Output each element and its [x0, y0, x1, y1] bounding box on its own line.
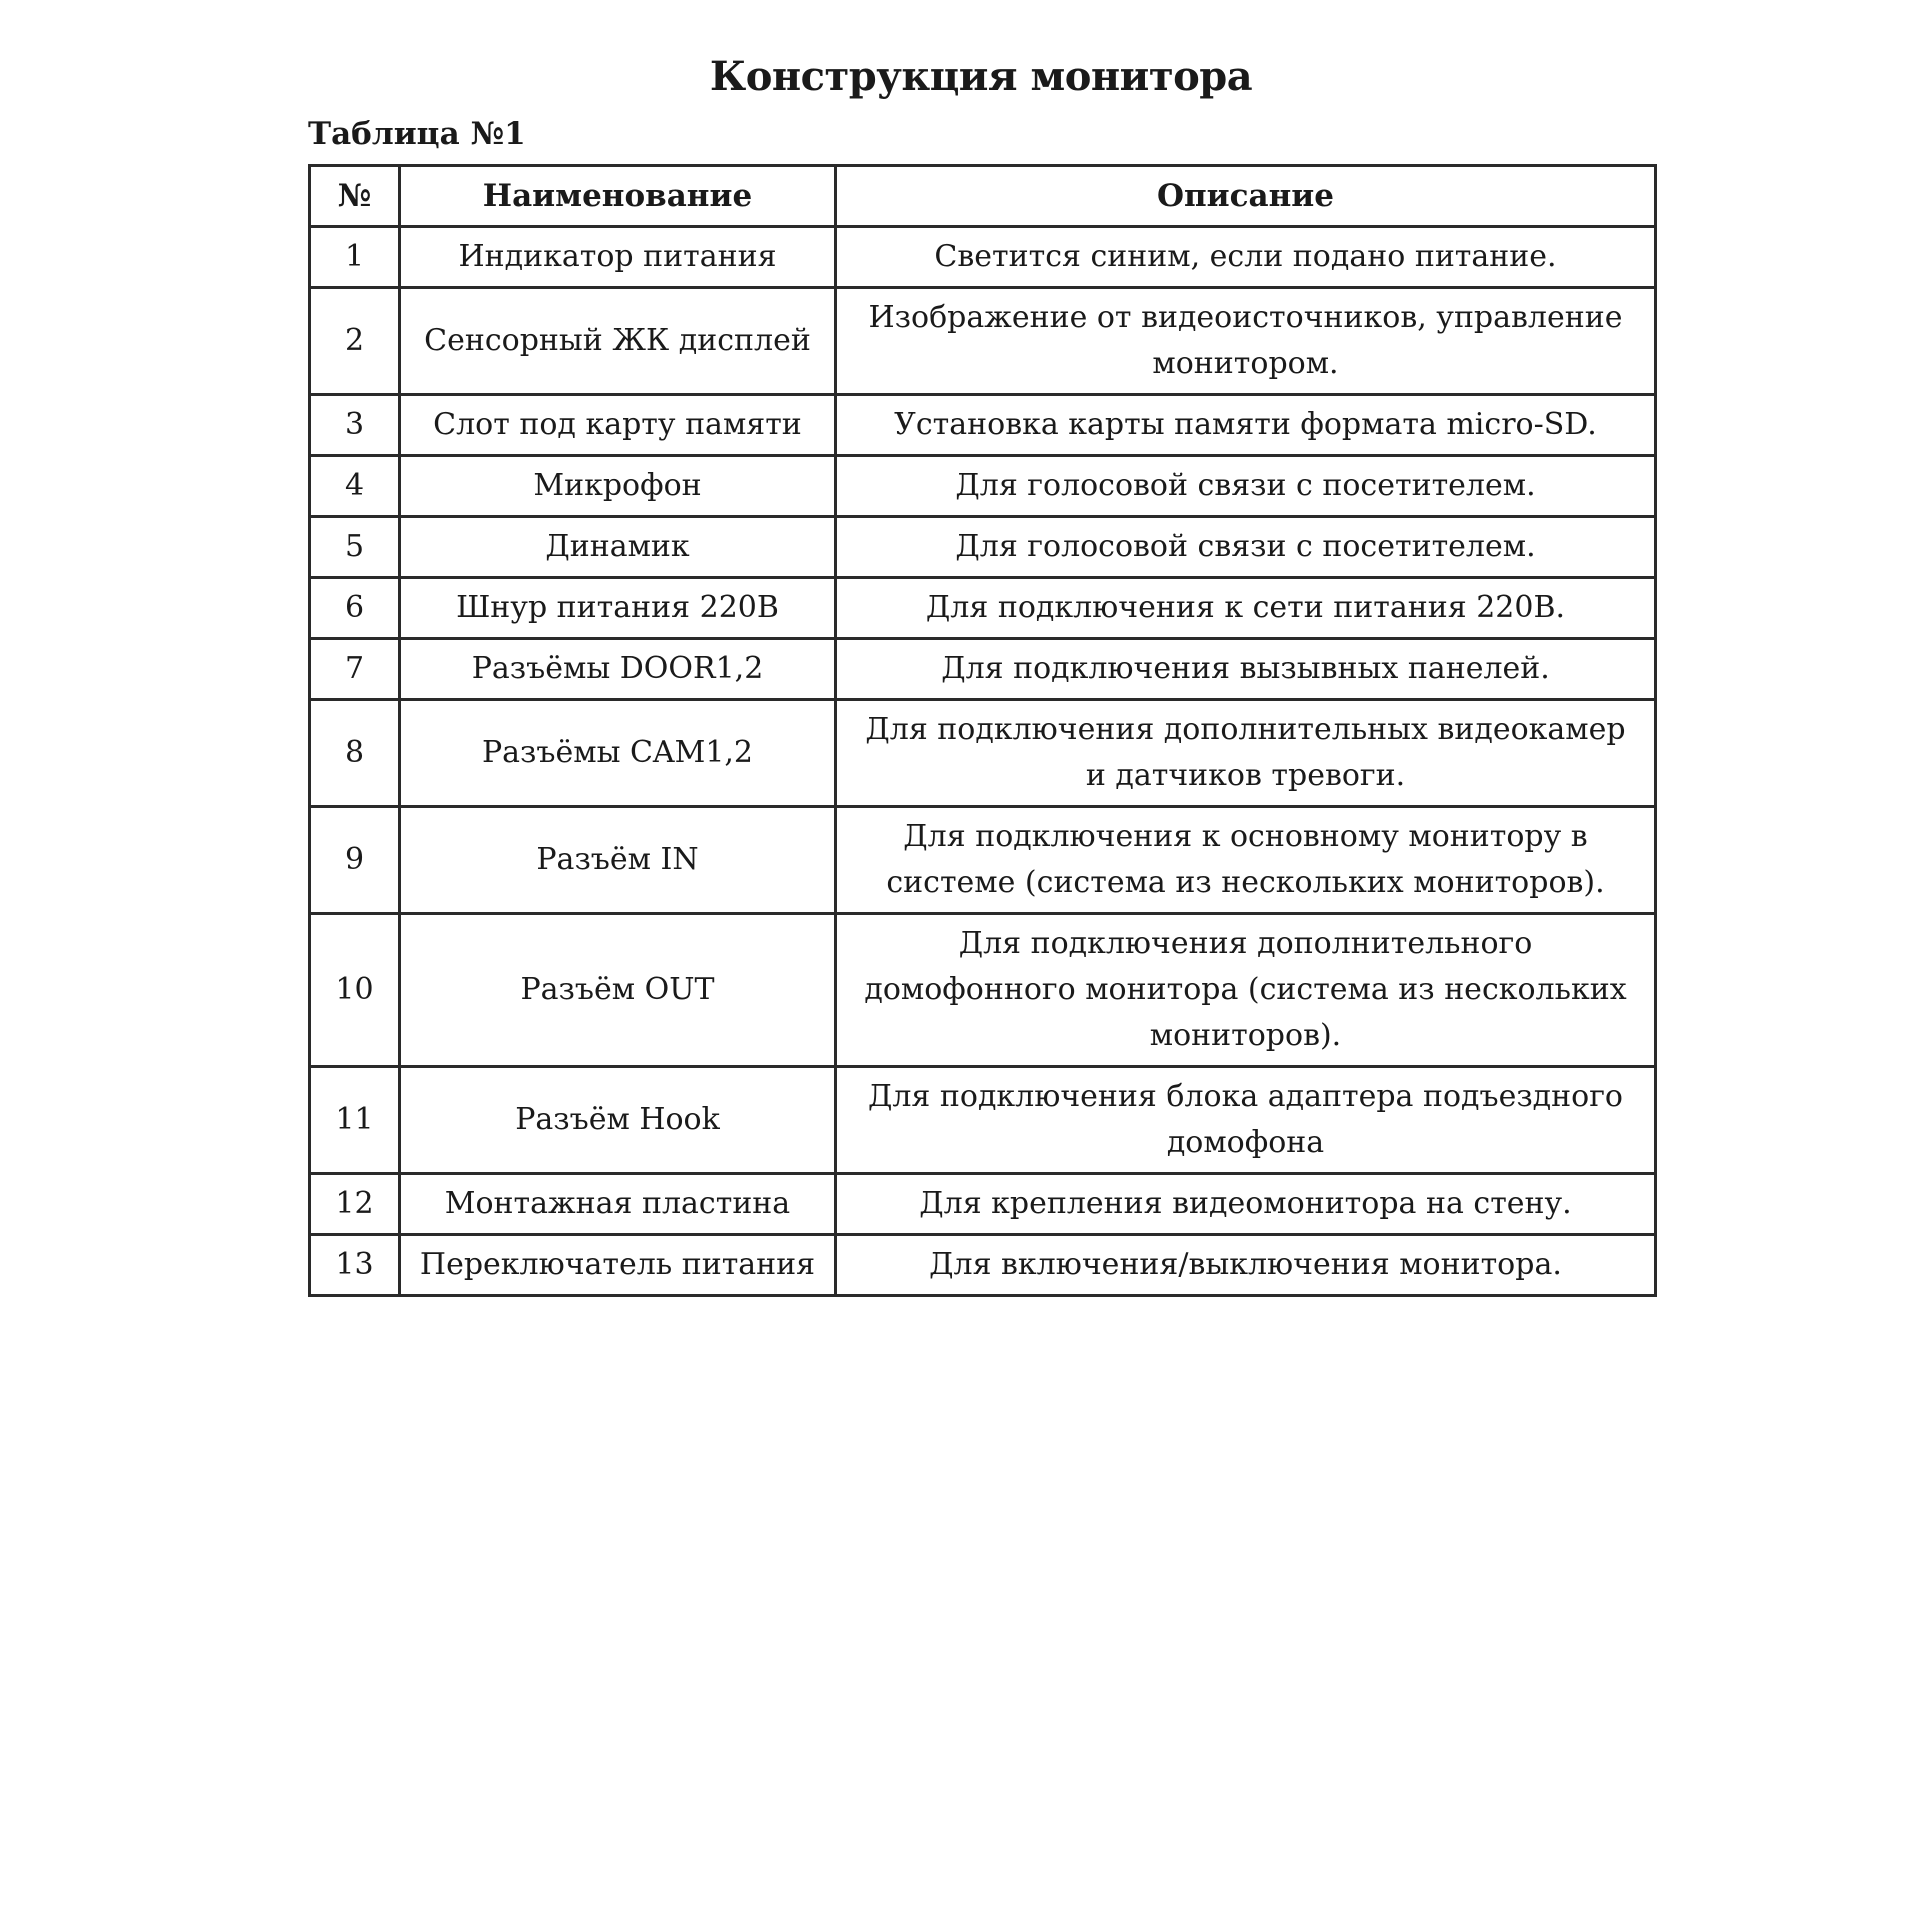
- row-num: 1: [310, 227, 400, 288]
- header-num: №: [310, 166, 400, 227]
- row-desc: Для крепления видеомонитора на стену.: [836, 1174, 1656, 1235]
- row-desc: Изображение от видеоисточников, управление монитором.: [836, 288, 1656, 395]
- table-header-row: [310, 166, 1656, 227]
- row-num: 12: [310, 1174, 400, 1235]
- table-row: [310, 1235, 1656, 1296]
- row-name: Микрофон: [400, 456, 836, 517]
- row-desc: Для подключения дополнительного домофонного монитора (система из нескольких мониторов).: [836, 914, 1656, 1067]
- table-row: [310, 807, 1656, 914]
- row-desc: Для подключения дополнительных видеокамер и датчиков тревоги.: [836, 700, 1656, 807]
- row-num: 7: [310, 639, 400, 700]
- table-row: [310, 578, 1656, 639]
- row-desc: Для подключения к основному монитору в системе (система из нескольких мониторов).: [836, 807, 1656, 914]
- row-num: 8: [310, 700, 400, 807]
- document-page: [308, 48, 1654, 1297]
- table-row: [310, 395, 1656, 456]
- row-name: Разъёмы DOOR1,2: [400, 639, 836, 700]
- table-row: [310, 914, 1656, 1067]
- table-row: [310, 517, 1656, 578]
- row-num: 10: [310, 914, 400, 1067]
- table-row: [310, 1174, 1656, 1235]
- row-desc: Для голосовой связи с посетителем.: [836, 456, 1656, 517]
- row-num: 11: [310, 1067, 400, 1174]
- row-desc: Для голосовой связи с посетителем.: [836, 517, 1656, 578]
- row-desc: Для подключения к сети питания 220В.: [836, 578, 1656, 639]
- table-row: [310, 288, 1656, 395]
- table-row: [310, 227, 1656, 288]
- table-row: [310, 1067, 1656, 1174]
- row-desc: Для включения/выключения монитора.: [836, 1235, 1656, 1296]
- row-desc: Светится синим, если подано питание.: [836, 227, 1656, 288]
- row-desc: Для подключения блока адаптера подъездного домофона: [836, 1067, 1656, 1174]
- row-name: Слот под карту памяти: [400, 395, 836, 456]
- row-num: 2: [310, 288, 400, 395]
- row-num: 4: [310, 456, 400, 517]
- table-row: [310, 700, 1656, 807]
- row-name: Шнур питания 220В: [400, 578, 836, 639]
- table-caption: Таблица №1: [308, 116, 526, 152]
- row-num: 6: [310, 578, 400, 639]
- row-num: 5: [310, 517, 400, 578]
- table-row: [310, 456, 1656, 517]
- row-name: Сенсорный ЖК дисплей: [400, 288, 836, 395]
- row-num: 3: [310, 395, 400, 456]
- row-num: 9: [310, 807, 400, 914]
- row-name: Разъём OUT: [400, 914, 836, 1067]
- row-name: Разъём IN: [400, 807, 836, 914]
- document-title: Конструкция монитора: [709, 53, 1253, 100]
- table-row: [310, 639, 1656, 700]
- row-desc: Для подключения вызывных панелей.: [836, 639, 1656, 700]
- row-num: 13: [310, 1235, 400, 1296]
- header-name: Наименование: [400, 166, 836, 227]
- row-name: Переключатель питания: [400, 1235, 836, 1296]
- header-desc: Описание: [836, 166, 1656, 227]
- row-name: Монтажная пластина: [400, 1174, 836, 1235]
- row-desc: Установка карты памяти формата micro-SD.: [836, 395, 1656, 456]
- row-name: Динамик: [400, 517, 836, 578]
- row-name: Разъёмы CAM1,2: [400, 700, 836, 807]
- components-table: [308, 164, 1657, 1297]
- row-name: Индикатор питания: [400, 227, 836, 288]
- row-name: Разъём Hook: [400, 1067, 836, 1174]
